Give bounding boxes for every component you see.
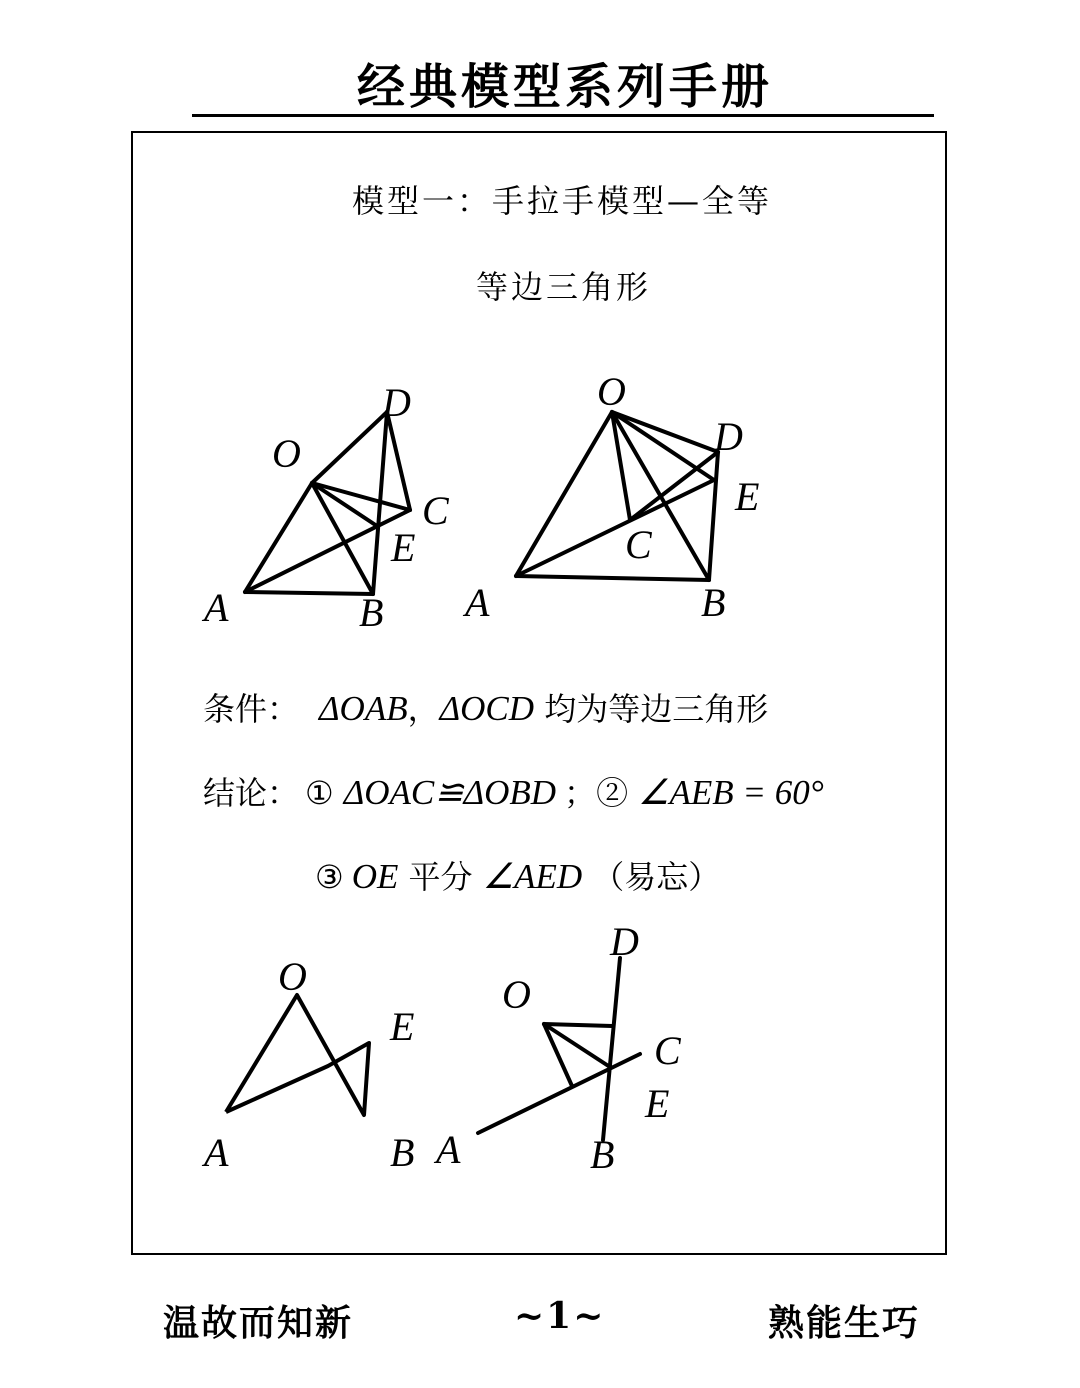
label-top-right-E: E bbox=[735, 474, 760, 519]
conclusion-bisect-text: 平分 bbox=[398, 858, 483, 896]
page-number: ~1~ bbox=[514, 1295, 606, 1337]
conclusion-angle: ∠AEB = 60° bbox=[638, 773, 824, 812]
label-bottom-right-D: D bbox=[610, 919, 639, 964]
label-bottom-right-O: O bbox=[502, 972, 531, 1017]
conclusion-label: 结论： bbox=[203, 774, 300, 812]
label-bottom-left-A: A bbox=[204, 1130, 229, 1175]
conclusion-num-2: ② bbox=[596, 774, 629, 812]
label-bottom-right-C: C bbox=[654, 1028, 681, 1073]
label-bottom-right-E: E bbox=[645, 1081, 670, 1126]
label-top-right-C: C bbox=[625, 522, 652, 567]
conclusion-separator: ； bbox=[564, 774, 597, 812]
label-top-right-A: A bbox=[465, 580, 490, 625]
footer-right-motto: 熟能生巧 bbox=[768, 1302, 921, 1344]
label-top-right-O: O bbox=[597, 369, 626, 414]
footer-left-motto: 温故而知新 bbox=[163, 1302, 354, 1344]
label-top-left-E: E bbox=[391, 525, 416, 570]
label-top-left-O: O bbox=[272, 431, 301, 476]
conclusion-segment-oe: OE bbox=[351, 857, 399, 896]
model-title: 模型一：手拉手模型—全等 bbox=[352, 182, 773, 220]
conclusion-angle-aed: ∠AED bbox=[482, 857, 583, 896]
label-top-left-C: C bbox=[422, 488, 449, 533]
conclusion-num-3: ③ bbox=[315, 858, 344, 896]
conclusion-note: （易忘） bbox=[582, 858, 721, 896]
condition-triangle-ocd: ΔOCD bbox=[439, 689, 535, 728]
label-top-left-A: A bbox=[204, 585, 229, 630]
conditions-separator: ， bbox=[407, 690, 440, 728]
label-bottom-left-O: O bbox=[278, 954, 307, 999]
conditions-text: 均为等边三角形 bbox=[534, 690, 769, 728]
conditions-label: 条件： bbox=[203, 690, 300, 728]
model-subtitle: 等边三角形 bbox=[476, 268, 652, 306]
label-bottom-right-B: B bbox=[590, 1132, 615, 1177]
label-bottom-left-B: B bbox=[390, 1130, 415, 1175]
label-top-left-B: B bbox=[359, 590, 384, 635]
conclusion-congruence: ΔOAC≌ΔOBD bbox=[343, 773, 557, 812]
label-bottom-left-E: E bbox=[390, 1004, 415, 1049]
label-bottom-right-A: A bbox=[436, 1127, 461, 1172]
condition-triangle-oab: ΔOAB bbox=[319, 689, 408, 728]
label-top-left-D: D bbox=[382, 380, 411, 425]
label-top-right-D: D bbox=[714, 414, 743, 459]
conclusion-num-1: ① bbox=[305, 774, 334, 812]
page-header-title: 经典模型系列手册 bbox=[356, 59, 773, 115]
label-top-right-B: B bbox=[701, 580, 726, 625]
